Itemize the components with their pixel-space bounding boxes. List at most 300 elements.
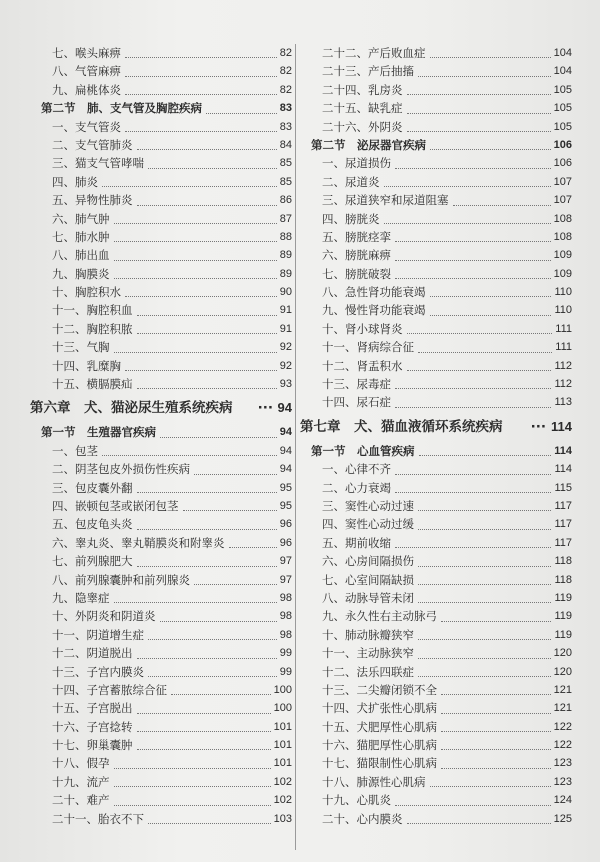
toc-entry-title: 十九、心肌炎: [322, 793, 391, 808]
dot-leader: [430, 786, 551, 787]
toc-entry-title: 十四、乳糜胸: [52, 358, 121, 373]
toc-entry-title: 七、心室间隔缺损: [322, 572, 414, 587]
toc-entry: [300, 154, 572, 172]
toc-entry-title: 十二、胸腔积脓: [52, 321, 133, 336]
toc-page-number: 119: [554, 591, 572, 604]
toc-entry-title: 一、心律不齐: [322, 462, 391, 477]
dot-leader: [441, 694, 551, 695]
dot-leader: [430, 57, 551, 58]
toc-entry: [30, 301, 292, 319]
toc-entry: [30, 283, 292, 301]
toc-entry: [30, 589, 292, 607]
dot-leader: [418, 529, 551, 530]
toc-entry-title: 二十四、乳房炎: [322, 82, 403, 97]
toc-entry-title: 二十一、胎衣不下: [52, 811, 144, 826]
dot-leader: [407, 113, 551, 114]
dot-leader: [137, 529, 277, 530]
toc-page-number: 105: [553, 83, 572, 96]
toc-page-number: 95: [279, 481, 292, 494]
toc-entry: [300, 44, 572, 62]
toc-entry-title: 四、窦性心动过缓: [322, 517, 414, 532]
toc-page-number: 117: [554, 518, 572, 531]
toc-page-number: 117: [554, 536, 572, 549]
toc-entry-title: 六、膀胱麻痹: [322, 248, 391, 263]
toc-entry: [300, 497, 572, 515]
toc-entry-title: 八、急性肾功能衰竭: [322, 285, 426, 300]
toc-page-number: 89: [279, 267, 292, 280]
toc-entry-title: 十一、主动脉狭窄: [322, 646, 414, 661]
toc-page-number: 120: [553, 647, 572, 660]
toc-entry-title: 八、气管麻痹: [52, 64, 121, 79]
dot-leader: [125, 76, 277, 77]
toc-entry: [300, 736, 572, 754]
dot-leader: [148, 639, 277, 640]
toc-entry: [30, 460, 292, 478]
toc-entry: [300, 118, 572, 136]
toc-entry-title: 六、睾丸炎、睾丸鞘膜炎和附睾炎: [52, 535, 225, 550]
toc-entry: [30, 534, 292, 552]
toc-entry: [300, 663, 572, 681]
dot-leader: [418, 602, 551, 603]
toc-entry: [30, 791, 292, 809]
dot-leader: [114, 352, 277, 353]
toc-entry-title: 二十五、缺乳症: [322, 101, 403, 116]
toc-page-number: 99: [279, 665, 292, 678]
toc-entry-title: 七、喉头麻痹: [52, 46, 121, 60]
toc-entry: [300, 773, 572, 791]
toc-entry: [30, 375, 292, 393]
toc-entry: [30, 442, 292, 460]
toc-entry-title: 八、前列腺囊肿和前列腺炎: [52, 572, 190, 587]
toc-entry-title: 九、胸膜炎: [52, 266, 110, 281]
dot-leader: [114, 786, 271, 787]
toc-entry: [30, 718, 292, 736]
toc-entry: [30, 154, 292, 172]
toc-page-number: 123: [553, 775, 572, 788]
dot-leader: [407, 131, 551, 132]
toc-page-number: 92: [279, 359, 292, 372]
toc-page-number: 84: [279, 138, 292, 151]
toc-entry-title: 五、膀胱痉挛: [322, 229, 391, 244]
toc-entry: [300, 99, 572, 117]
toc-entry-title: 十五、子宫脱出: [52, 701, 133, 716]
toc-entry-title: 七、前列腺肥大: [52, 554, 133, 569]
dot-leader: [183, 510, 277, 511]
toc-page-number: 114: [551, 418, 572, 434]
toc-entry-title: 五、期前收缩: [322, 535, 391, 550]
toc-entry-title: 一、支气管炎: [52, 119, 121, 134]
dot-leader: [229, 547, 277, 548]
toc-entry: [30, 810, 292, 828]
dot-leader: [137, 566, 277, 567]
toc-entry: [30, 357, 292, 375]
dot-leader: [171, 694, 271, 695]
toc-page-number: 97: [279, 555, 292, 568]
toc-entry: [30, 497, 292, 515]
toc-page-number: 101: [273, 757, 292, 770]
toc-section: [30, 423, 292, 441]
toc-entry-title: 四、肺炎: [52, 174, 98, 189]
dot-leader: [137, 315, 277, 316]
toc-page-number: 124: [553, 794, 572, 807]
toc-entry-title: 十三、子宫内膜炎: [52, 664, 144, 679]
toc-entry-title: 二、尿道炎: [322, 174, 380, 189]
toc-entry-title: 二十六、外阴炎: [322, 119, 403, 134]
toc-entry: [30, 44, 292, 62]
dot-leader: [137, 749, 271, 750]
dot-leader: [418, 76, 551, 77]
toc-page-number: 114: [554, 463, 572, 476]
toc-entry: [30, 338, 292, 356]
toc-page-number: 99: [279, 647, 292, 660]
dot-leader: [125, 131, 277, 132]
toc-page-number: 94: [277, 400, 292, 416]
dot-leader: [418, 510, 551, 511]
toc-chapter: [30, 393, 292, 423]
dot-leader: [114, 241, 277, 242]
toc-entry-title: 第七章 犬、猫血液循环系统疾病: [300, 418, 503, 435]
dot-leader: [418, 658, 551, 659]
toc-page-number: 96: [279, 518, 292, 531]
toc-entry: [300, 754, 572, 772]
toc-entry: [30, 228, 292, 246]
dot-leader: [395, 278, 551, 279]
toc-entry: [300, 552, 572, 570]
toc-entry: [300, 460, 572, 478]
toc-entry: [30, 571, 292, 589]
toc-page-number: 115: [554, 481, 572, 494]
dot-leader: [419, 455, 551, 456]
toc-right-column: [300, 44, 572, 828]
toc-entry: [30, 626, 292, 644]
toc-entry: [300, 718, 572, 736]
dot-leader: [148, 823, 271, 824]
toc-entry-title: 一、包茎: [52, 443, 98, 458]
toc-entry-title: 九、永久性右主动脉弓: [322, 609, 437, 624]
toc-entry: [300, 810, 572, 828]
dot-leader: [114, 223, 277, 224]
toc-page-number: 108: [553, 212, 572, 225]
toc-entry: [300, 357, 572, 375]
toc-entry: [300, 571, 572, 589]
toc-page-number: 107: [553, 175, 572, 188]
toc-entry-title: 二、心力衰竭: [322, 480, 391, 495]
toc-page-number: 94: [279, 426, 292, 439]
toc-page-number: 93: [279, 378, 292, 391]
toc-entry: [30, 320, 292, 338]
toc-entry-title: 七、肺水肿: [52, 229, 110, 244]
toc-entry-title: 七、膀胱破裂: [322, 266, 391, 281]
toc-entry-title: 十五、横膈膜疝: [52, 377, 133, 392]
dot-leader: [441, 749, 551, 750]
toc-entry-title: 十四、尿石症: [322, 395, 391, 410]
toc-entry-title: 九、慢性肾功能衰竭: [322, 303, 426, 318]
toc-page-number: 97: [279, 573, 292, 586]
toc-entry: [30, 607, 292, 625]
toc-entry: [300, 681, 572, 699]
toc-page-number: 82: [279, 83, 292, 96]
toc-page-number: 102: [273, 794, 292, 807]
toc-entry-title: 十八、假孕: [52, 756, 110, 771]
toc-entry: [300, 173, 572, 191]
toc-page-number: 111: [555, 341, 572, 354]
toc-entry-title: 十一、胸腔积血: [52, 303, 133, 318]
toc-entry: [300, 393, 572, 411]
dot-leader: [148, 676, 277, 677]
toc-entry-title: 十、外阴炎和阴道炎: [52, 609, 156, 624]
toc-page-number: 103: [273, 812, 292, 825]
dot-leader: [125, 296, 277, 297]
dot-leader: [430, 315, 551, 316]
toc-entry-title: 八、动脉导管未闭: [322, 590, 414, 605]
toc-page-number: 117: [554, 499, 572, 512]
dot-leader: [125, 94, 277, 95]
toc-entry: [300, 283, 572, 301]
dot-leader: [137, 713, 271, 714]
toc-page-number: 82: [279, 47, 292, 59]
toc-page-number: 119: [554, 628, 572, 641]
toc-entry: [30, 246, 292, 264]
toc-entry: [300, 210, 572, 228]
toc-entry-title: 十、胸腔积水: [52, 285, 121, 300]
toc-entry-title: 十六、猫肥厚性心肌病: [322, 738, 437, 753]
toc-page-number: 100: [273, 683, 292, 696]
toc-entry-title: 十一、肾病综合征: [322, 340, 414, 355]
toc-entry-title: 八、肺出血: [52, 248, 110, 263]
toc-entry: [30, 699, 292, 717]
toc-entry-title: 十七、卵巢囊肿: [52, 738, 133, 753]
toc-entry-title: 十二、阴道脱出: [52, 646, 133, 661]
toc-page-number: 91: [279, 322, 292, 335]
toc-page-number: 110: [554, 304, 572, 317]
toc-entry-title: 十四、犬扩张性心肌病: [322, 701, 437, 716]
dot-leader: [137, 658, 277, 659]
toc-page-number: 112: [554, 378, 572, 391]
toc-entry: [300, 515, 572, 533]
dot-leader: [407, 94, 551, 95]
toc-entry: [300, 265, 572, 283]
toc-entry: [300, 589, 572, 607]
dot-leader: [384, 223, 551, 224]
toc-page-number: 122: [553, 739, 572, 752]
dot-leader: [384, 186, 551, 187]
toc-entry: [30, 118, 292, 136]
toc-entry: [30, 191, 292, 209]
dot-leader: [194, 474, 277, 475]
toc-left-column: [30, 44, 292, 828]
dot-leader: [137, 731, 271, 732]
toc-page-number: 112: [554, 359, 572, 372]
dot-leader: [160, 621, 277, 622]
toc-page-number: 121: [553, 702, 572, 715]
dot-leader: [441, 768, 551, 769]
toc-entry-title: 二十三、产后抽搐: [322, 64, 414, 79]
dot-leader: [137, 333, 277, 334]
toc-page-number: 109: [553, 267, 572, 280]
toc-entry-title: 十五、犬肥厚性心肌病: [322, 719, 437, 734]
dot-leader: [418, 352, 552, 353]
toc-entry: [300, 607, 572, 625]
toc-entry: [300, 791, 572, 809]
toc-page-number: 125: [553, 812, 572, 825]
dot-leader: [194, 584, 277, 585]
toc-entry-title: 一、尿道损伤: [322, 156, 391, 171]
dot-leader: [395, 260, 551, 261]
toc-page-number: 105: [553, 102, 572, 115]
toc-entry: [30, 81, 292, 99]
toc-section: [300, 136, 572, 154]
toc-page-number: 96: [279, 536, 292, 549]
toc-entry: [300, 479, 572, 497]
dot-leader: [407, 333, 552, 334]
dot-leader: [125, 370, 277, 371]
dot-leader: [137, 149, 277, 150]
toc-entry-title: 三、窦性心动过速: [322, 498, 414, 513]
dot-leader: [114, 768, 271, 769]
toc-entry: [30, 173, 292, 191]
toc-entry-title: 十九、流产: [52, 774, 110, 789]
dot-leader: [418, 639, 551, 640]
dot-leader: [114, 260, 277, 261]
toc-entry: [30, 681, 292, 699]
toc-entry-title: 第六章 犬、猫泌尿生殖系统疾病: [30, 400, 233, 417]
toc-page-number: 105: [553, 120, 572, 133]
toc-entry-title: 十三、尿毒症: [322, 377, 391, 392]
chapter-dots: ···: [257, 400, 273, 417]
toc-page-number: 118: [554, 555, 572, 568]
dot-leader: [114, 805, 271, 806]
dot-leader: [395, 547, 551, 548]
toc-entry-title: 第二节 肺、支气管及胸腔疾病: [41, 101, 202, 116]
toc-page-number: 85: [279, 175, 292, 188]
toc-entry: [300, 534, 572, 552]
toc-entry: [30, 773, 292, 791]
toc-section: [30, 99, 292, 117]
toc-entry-title: 十、肺动脉瓣狭窄: [322, 627, 414, 642]
toc-page-number: 86: [279, 194, 292, 207]
toc-page-number: 108: [553, 230, 572, 243]
toc-section: [300, 442, 572, 460]
toc-entry-title: 九、隐睾症: [52, 590, 110, 605]
toc-page-number: 101: [273, 739, 292, 752]
toc-entry-title: 二、支气管肺炎: [52, 137, 133, 152]
toc-entry-title: 四、膀胱炎: [322, 211, 380, 226]
toc-page-number: 106: [553, 157, 572, 170]
dot-leader: [137, 205, 277, 206]
dot-leader: [395, 407, 551, 408]
dot-leader: [395, 492, 551, 493]
toc-page-number: 92: [279, 341, 292, 354]
toc-entry-title: 五、异物性肺炎: [52, 193, 133, 208]
toc-page-number: 121: [553, 683, 572, 696]
toc-page-number: 85: [279, 157, 292, 170]
toc-entry: [300, 191, 572, 209]
dot-leader: [418, 566, 551, 567]
toc-entry: [300, 62, 572, 80]
toc-entry-title: 第二节 泌尿器官疾病: [311, 137, 426, 152]
dot-leader: [418, 584, 551, 585]
dot-leader: [114, 278, 277, 279]
toc-entry: [300, 81, 572, 99]
toc-entry: [30, 644, 292, 662]
toc-page-number: 94: [279, 444, 292, 457]
toc-page-number: 122: [553, 720, 572, 733]
toc-page-number: 114: [554, 444, 572, 457]
dot-leader: [206, 113, 277, 114]
toc-entry-title: 十七、猫限制性心肌病: [322, 756, 437, 771]
toc-entry-title: 六、肺气肿: [52, 211, 110, 226]
dot-leader: [148, 168, 277, 169]
toc-entry: [300, 375, 572, 393]
toc-entry-title: 十二、法乐四联症: [322, 664, 414, 679]
toc-page-number: 98: [279, 628, 292, 641]
dot-leader: [125, 57, 277, 58]
column-divider: [295, 44, 296, 850]
dot-leader: [407, 823, 551, 824]
toc-entry-title: 三、猫支气管哮喘: [52, 156, 144, 171]
toc-page-number: 102: [273, 775, 292, 788]
toc-entry-title: 十三、二尖瓣闭锁不全: [322, 682, 437, 697]
toc-entry-title: 二十、难产: [52, 793, 110, 808]
toc-entry-title: 十八、肺源性心肌病: [322, 774, 426, 789]
toc-entry: [30, 62, 292, 80]
toc-page-number: 111: [555, 322, 572, 335]
dot-leader: [395, 474, 551, 475]
toc-entry: [30, 663, 292, 681]
toc-entry-title: 第一节 生殖器官疾病: [41, 425, 156, 440]
toc-page-number: 100: [273, 702, 292, 715]
dot-leader: [430, 296, 551, 297]
toc-entry: [30, 210, 292, 228]
toc-page-number: 106: [553, 138, 572, 151]
toc-entry: [30, 754, 292, 772]
toc-page-number: 123: [553, 757, 572, 770]
toc-page-number: 113: [554, 396, 572, 409]
toc-page-number: 82: [279, 65, 292, 78]
toc-page-number: 87: [279, 212, 292, 225]
toc-entry-title: 九、扁桃体炎: [52, 82, 121, 97]
toc-entry: [300, 228, 572, 246]
toc-entry: [300, 301, 572, 319]
toc-page-number: 90: [279, 286, 292, 299]
dot-leader: [160, 437, 277, 438]
toc-page-number: 109: [553, 249, 572, 262]
dot-leader: [102, 455, 277, 456]
toc-page-number: 98: [279, 591, 292, 604]
toc-entry-title: 二十二、产后败血症: [322, 46, 426, 60]
dot-leader: [407, 370, 551, 371]
toc-entry: [300, 626, 572, 644]
toc-entry-title: 十二、肾盂积水: [322, 358, 403, 373]
toc-page-number: 89: [279, 249, 292, 262]
toc-entry-title: 六、心房间隔损伤: [322, 554, 414, 569]
dot-leader: [137, 388, 277, 389]
toc-entry-title: 三、尿道狭窄和尿道阻塞: [322, 193, 449, 208]
dot-leader: [441, 713, 551, 714]
toc-entry-title: 二、阴茎包皮外损伤性疾病: [52, 462, 190, 477]
toc-entry-title: 十六、子宫捻转: [52, 719, 133, 734]
toc-entry-title: 三、包皮囊外翻: [52, 480, 133, 495]
toc-entry: [30, 552, 292, 570]
toc-entry: [30, 736, 292, 754]
dot-leader: [114, 602, 277, 603]
toc-page-number: 120: [553, 665, 572, 678]
toc-entry-title: 二十、心内膜炎: [322, 811, 403, 826]
dot-leader: [441, 731, 551, 732]
dot-leader: [453, 205, 551, 206]
toc-entry: [300, 699, 572, 717]
dot-leader: [137, 492, 277, 493]
